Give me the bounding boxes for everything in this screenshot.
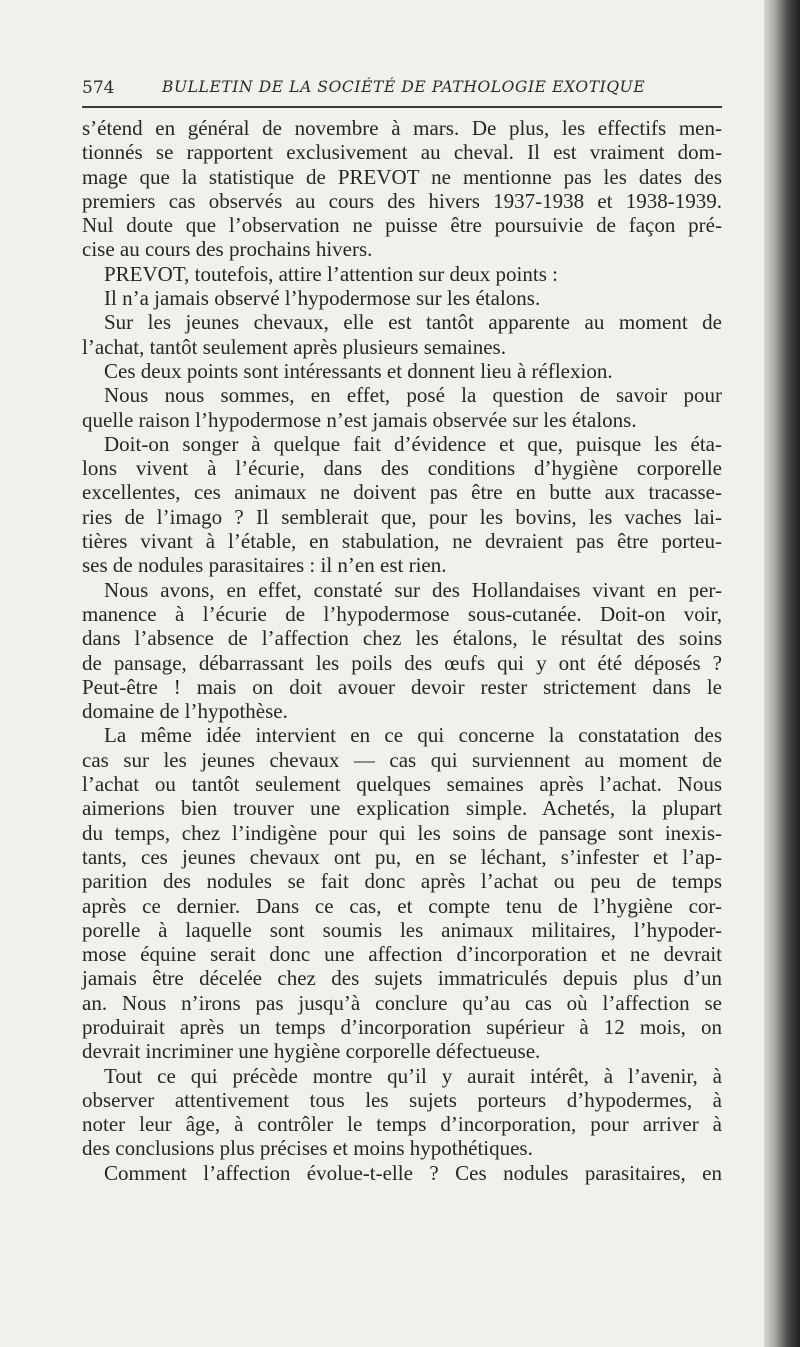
text-line: aimerions bien trouver une explication simple. Achetés, la plupart — [82, 796, 722, 821]
text-line: manence à l’écurie de l’hypodermose sous-cutanée. Doit-on voir, — [82, 601, 722, 626]
text-line: tants, ces jeunes chevaux ont pu, en se léchant, s’infester et l’ap- — [82, 844, 722, 869]
text-line: Tout ce qui précède montre qu’il y aurait intérêt, à l’avenir, à — [104, 1063, 722, 1088]
text-line: quelle raison l’hypodermose n’est jamais observée sur les étalons. — [82, 407, 637, 432]
text-line: Ces deux points sont intéressants et donnent lieu à réflexion. — [104, 358, 613, 383]
text-line: parition des nodules se fait donc après l’achat ou peu de temps — [82, 869, 722, 894]
text-line: premiers cas observés au cours des hivers 1937-1938 et 1938-1939. — [82, 188, 722, 213]
text-line: Il n’a jamais observé l’hypodermose sur les étalons. — [104, 286, 541, 311]
text-line: Peut-être ! mais on doit avouer devoir rester strictement dans le — [82, 674, 722, 699]
text-line: an. Nous n’irons pas jusqu’à conclure qu’au cas où l’affection se — [82, 990, 722, 1015]
text-line: La même idée intervient en ce qui concerne la constatation des — [104, 723, 722, 748]
text-line: mage que la statistique de PREVOT ne mentionne pas les dates des — [82, 164, 722, 189]
body-text — [82, 116, 722, 1185]
text-line: devrait incriminer une hygiène corporelle défectueuse. — [82, 1039, 541, 1064]
text-line: de pansage, débarrassant les poils des œufs qui y ont été déposés ? — [82, 650, 722, 675]
text-line: lons vivent à l’écurie, dans des conditions d’hygiène corporelle — [82, 456, 722, 481]
text-line: tières vivant à l’étable, en stabulation, ne devraient pas être porteu- — [82, 529, 722, 554]
text-line: Nul doute que l’observation ne puisse être poursuivie de façon pré- — [82, 213, 722, 238]
text-line: observer attentivement tous les sujets porteurs d’hypodermes, à — [82, 1087, 722, 1112]
header-rule — [82, 106, 722, 108]
book-spine-shadow — [764, 0, 800, 1347]
text-line: Doit-on songer à quelque fait d’évidence et que, puisque les éta- — [104, 431, 722, 456]
text-line: Comment l’affection évolue-t-elle ? Ces nodules parasitaires, en — [104, 1160, 722, 1185]
text-line: PREVOT, toutefois, attire l’attention sur deux points : — [104, 261, 558, 286]
page-number: 574 — [82, 78, 115, 98]
text-line: du temps, chez l’indigène pour qui les soins de pansage sont inexis- — [82, 820, 722, 845]
text-line: s’étend en général de novembre à mars. De plus, les effectifs men- — [82, 116, 722, 140]
text-line: tionnés se rapportent exclusivement au cheval. Il est vraiment dom- — [82, 140, 722, 165]
text-line: l’achat ou tantôt seulement quelques semaines après l’achat. Nous — [82, 772, 722, 797]
text-line: ses de nodules parasitaires : il n’en est rien. — [82, 553, 447, 578]
text-line: jamais être décelée chez des sujets immatriculés depuis plus d’un — [82, 966, 722, 991]
text-line: Nous avons, en effet, constaté sur des Hollandaises vivant en per- — [104, 577, 722, 602]
running-title: BULLETIN DE LA SOCIÉTÉ DE PATHOLOGIE EXOTIQUE — [162, 78, 646, 96]
text-line: des conclusions plus précises et moins hypothétiques. — [82, 1136, 533, 1161]
text-line: dans l’absence de l’affection chez les étalons, le résultat des soins — [82, 626, 722, 651]
text-line: Sur les jeunes chevaux, elle est tantôt apparente au moment de — [104, 310, 722, 335]
text-line: après ce dernier. Dans ce cas, et compte tenu de l’hygiène cor- — [82, 893, 722, 918]
text-line: cise au cours des prochains hivers. — [82, 237, 373, 262]
text-line: ries de l’imago ? Il semblerait que, pour les bovins, les vaches lai- — [82, 504, 722, 529]
text-line: l’achat, tantôt seulement après plusieurs semaines. — [82, 334, 506, 359]
text-line: noter leur âge, à contrôler le temps d’incorporation, pour arriver à — [82, 1112, 722, 1137]
text-line: porelle à laquelle sont soumis les animaux militaires, l’hypoder- — [82, 917, 722, 942]
text-line: excellentes, ces animaux ne doivent pas être en butte aux tracasse- — [82, 480, 722, 505]
text-line: produirait après un temps d’incorporation supérieur à 12 mois, on — [82, 1014, 722, 1039]
text-line: cas sur les jeunes chevaux — cas qui surviennent au moment de — [82, 747, 722, 772]
text-line: Nous nous sommes, en effet, posé la question de savoir pour — [104, 383, 722, 408]
text-line: domaine de l’hypothèse. — [82, 699, 288, 724]
text-line: mose équine serait donc une affection d’incorporation et ne devrait — [82, 942, 722, 967]
page-header — [82, 76, 722, 102]
